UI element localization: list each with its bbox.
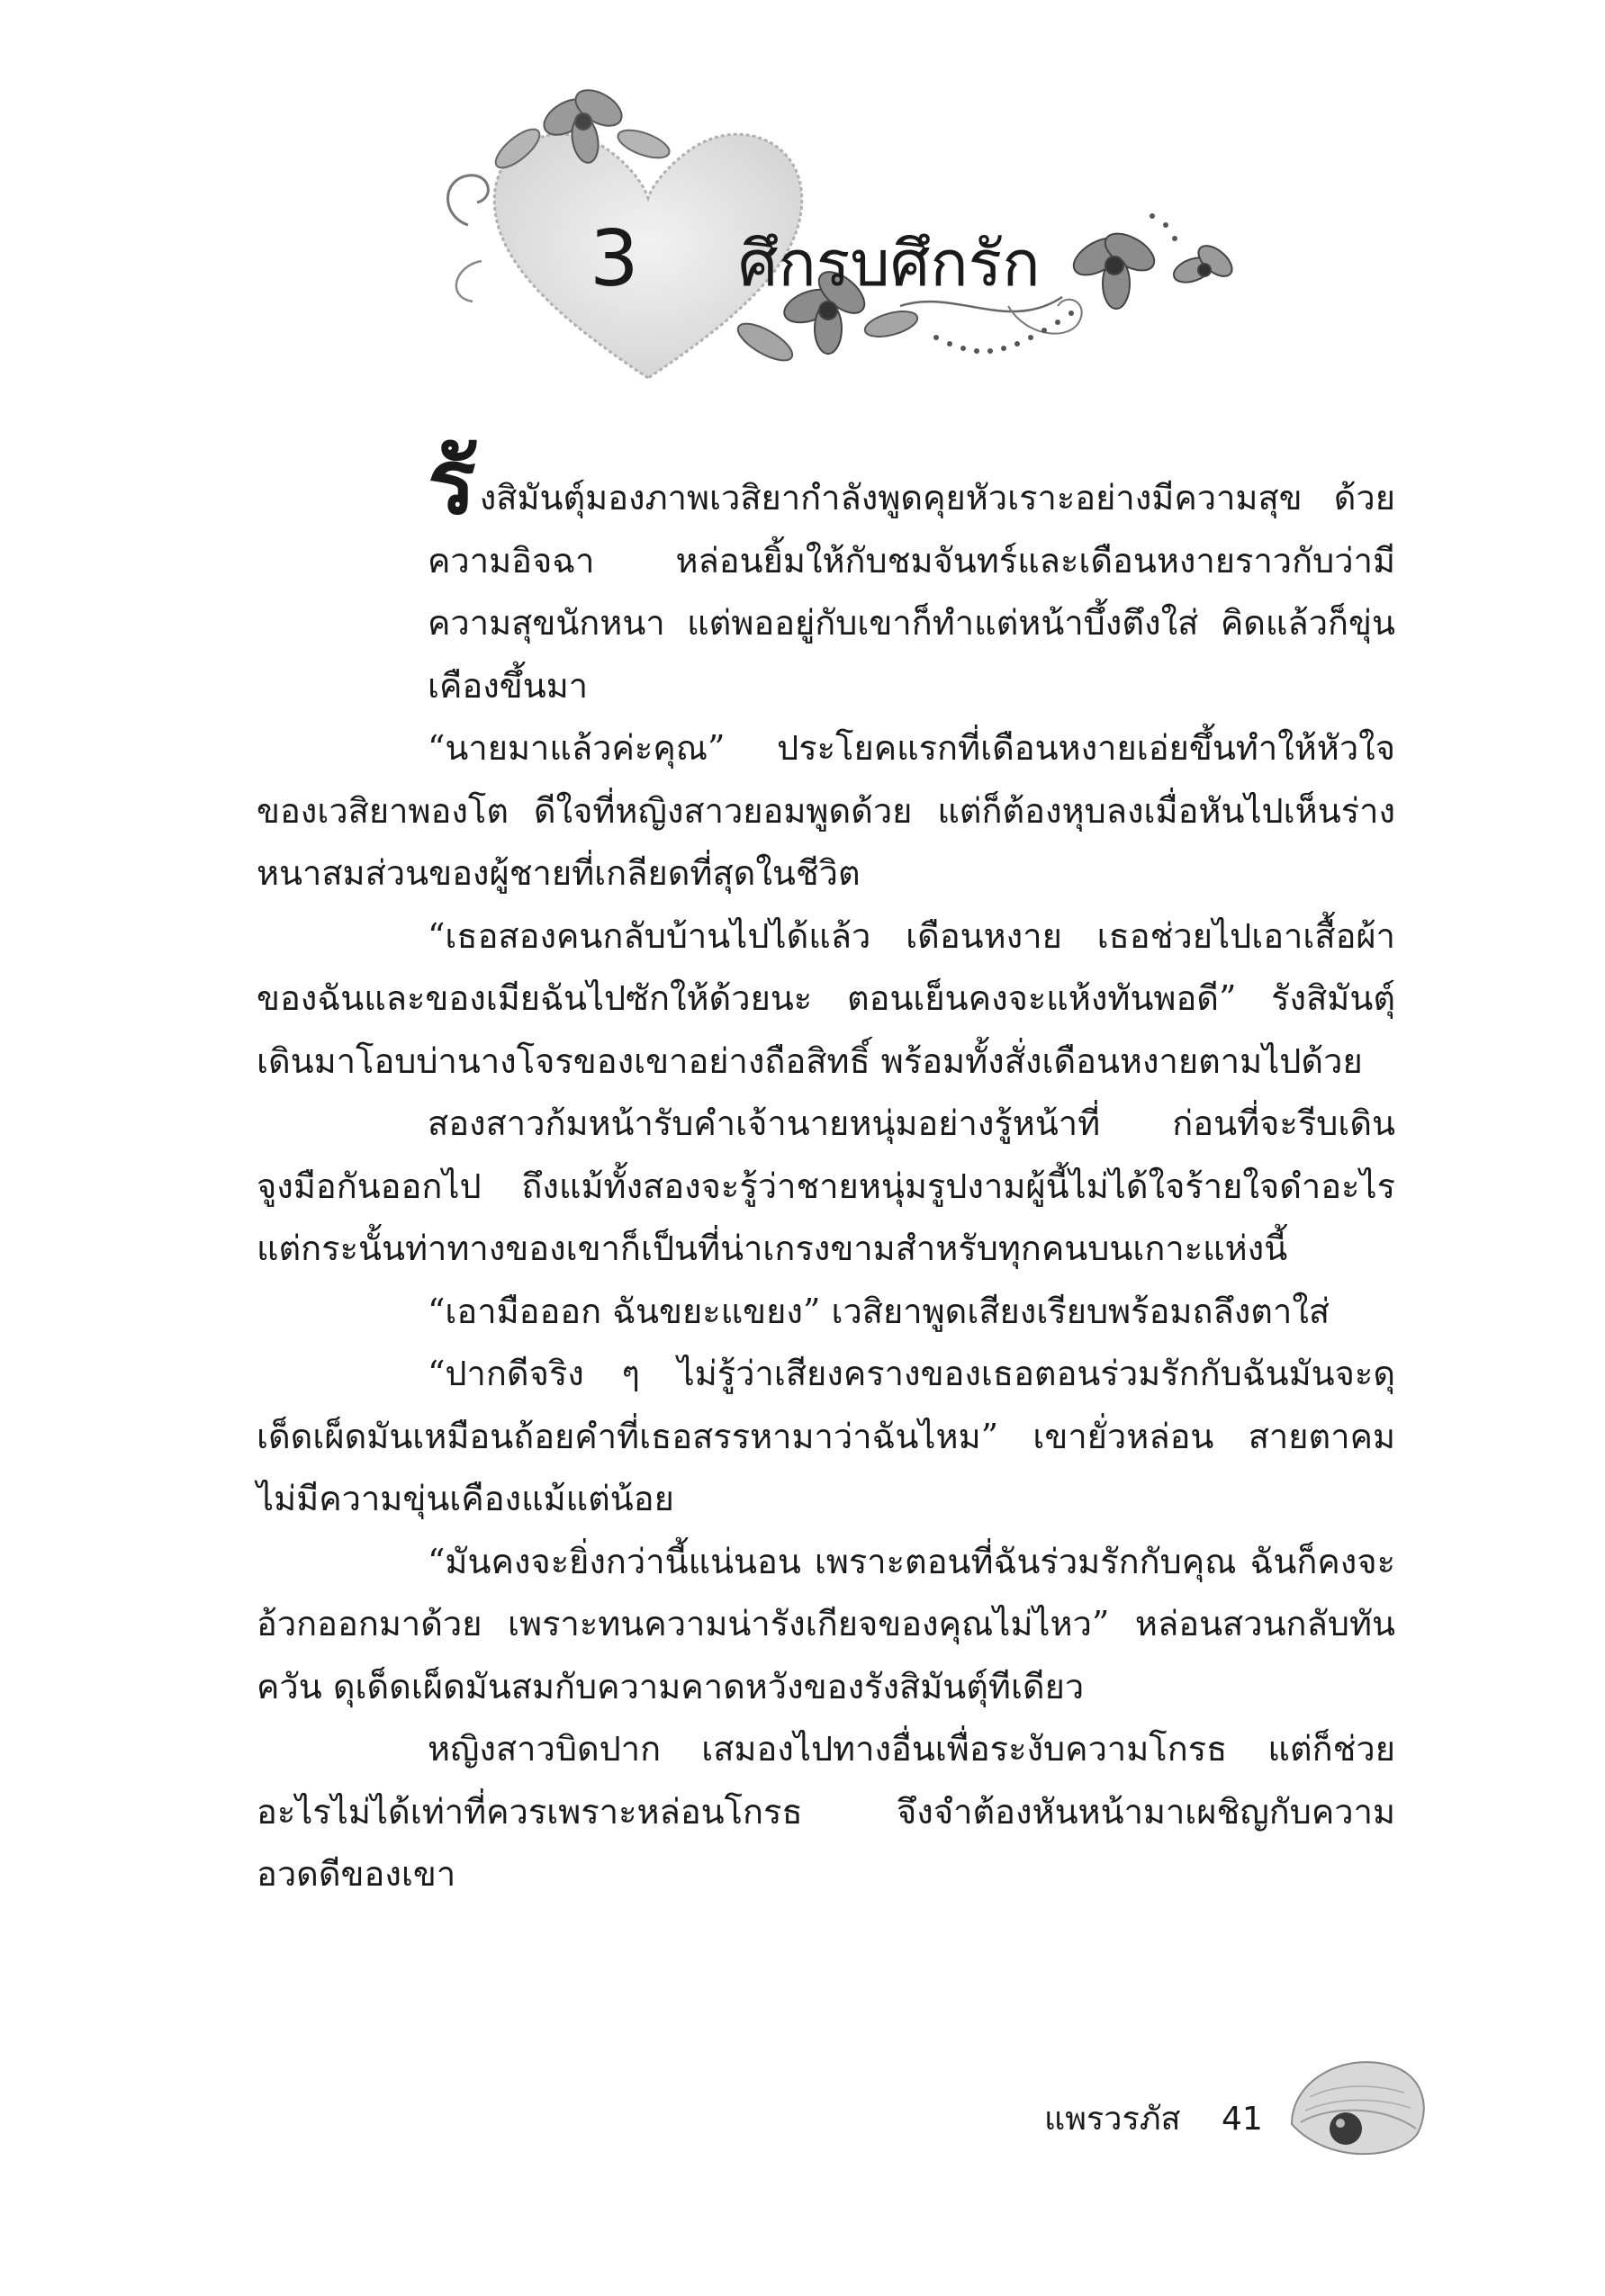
drop-cap: รั — [428, 428, 476, 535]
page-footer — [1044, 2093, 1263, 2144]
chapter-title: ศึกรบศึกรัก — [738, 227, 1041, 301]
chapter-number: 3 — [590, 214, 639, 304]
paragraph: สองสาวก้มหน้ารับคำเจ้านายหนุ่มอย่างรู้หน้าที่ ก่อนที่จะรีบเดินจูงมือกันออกไป ถึงแม้ทั้งสองจะรู้ว่าชายหนุ่มรูปงามผู้นี้ไม่ได้ใจร้ายใจดำอะไร แต่กระนั้นท่าทางของเขาก็เป็นที่น่าเกรงขามสำหรับทุกคนบนเกาะแห่งนี้ — [257, 1103, 1395, 1268]
paragraph: “ปากดีจริง ๆ ไม่รู้ว่าเสียงครางของเธอตอนร่วมรักกับฉันมันจะดุเด็ดเผ็ดมันเหมือนถ้อยคำที่เธอสรรหามาว่าฉันไหม” เขายั่วหล่อน สายตาคมไม่มีความขุ่นเคืองแม้แต่น้อย — [257, 1354, 1395, 1518]
paragraph: “เอามือออก ฉันขยะแขยง” เวสิยาพูดเสียงเรียบพร้อมถลึงตาใส่ — [428, 1291, 1330, 1331]
publisher-name: แพรวรภัส — [1044, 2101, 1181, 2138]
page-number: 41 — [1221, 2101, 1263, 2138]
paragraph: “มันคงจะยิ่งกว่านี้แน่นอน เพราะตอนที่ฉันร่วมรักกับคุณ ฉันก็คงจะอ้วกออกมาด้วย เพราะทนความน่ารังเกียจของคุณไม่ไหว” หล่อนสวนกลับทันควัน ดุเด็ดเผ็ดมันสมกับความคาดหวังของรังสิมันตุ์ทีเดียว — [257, 1541, 1395, 1706]
flower-icon — [1170, 240, 1237, 287]
pearl-shell-icon — [1274, 2043, 1436, 2169]
paragraph: “นายมาแล้วค่ะคุณ” ประโยคแรกที่เดือนหงายเอ่ยขึ้นทำให้หัวใจของเวสิยาพองโต ดีใจที่หญิงสาวยอมพูดด้วย แต่ก็ต้องหุบลงเมื่อหันไปเห็นร่างหนาสมส่วนของผู้ชายที่เกลียดที่สุดในชีวิต — [257, 728, 1395, 893]
flower-icon — [1068, 226, 1160, 309]
chapter-body — [257, 428, 1395, 1906]
paragraph: รังสิมันตุ์มองภาพเวสิยากำลังพูดคุยหัวเราะอย่างมีความสุข ด้วยความอิจฉา หล่อนยิ้มให้กับชมจันทร์และเดือนหงายราวกับว่ามีความสุขนักหนา แต่พออยู่กับเขาก็ทำแต่หน้าบึ้งตึงใส่ คิดแล้วก็ขุ่นเคืองขึ้นมา — [428, 428, 1395, 706]
paragraph: “เธอสองคนกลับบ้านไปได้แล้ว เดือนหงาย เธอช่วยไปเอาเสื้อผ้าของฉันและของเมียฉันไปซักให้ด้วยนะ ตอนเย็นคงจะแห้งทันพอดี” รังสิมันตุ์เดินมาโอบบ่านางโจรของเขาอย่างถือสิทธิ์ พร้อมทั้งสั่งเดือนหงายตามไปด้วย — [257, 915, 1395, 1081]
paragraph: หญิงสาวบิดปาก เสมองไปทางอื่นเพื่อระงับความโกรธ แต่ก็ช่วยอะไรไม่ได้เท่าที่ควรเพราะหล่อนโกรธ จึงจำต้องหันหน้ามาเผชิญกับความอวดดีของเขา — [257, 1729, 1395, 1894]
